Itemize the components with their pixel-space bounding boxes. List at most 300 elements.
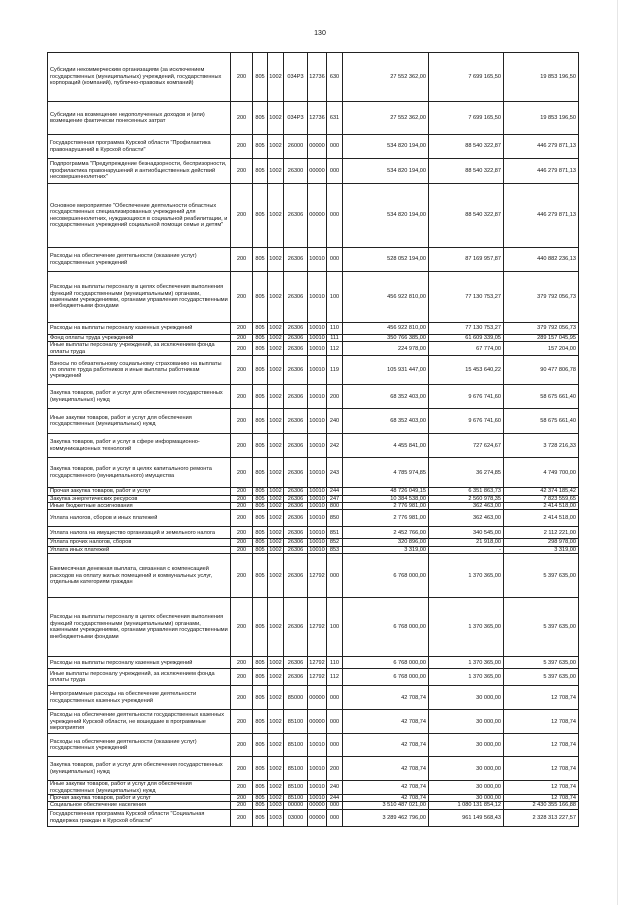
code-direction: 00000 xyxy=(308,686,327,710)
code-direction: 00000 xyxy=(308,184,327,248)
code-admin: 200 xyxy=(231,710,253,734)
table-row xyxy=(48,323,579,335)
code-section: 1002 xyxy=(268,248,284,272)
code-program: 85100 xyxy=(284,795,308,802)
code-expense-type: 247 xyxy=(327,495,343,502)
code-admin: 200 xyxy=(231,809,253,826)
code-ministry: 805 xyxy=(253,527,268,539)
code-section: 1002 xyxy=(268,686,284,710)
amount-executed: 77 130 753,27 xyxy=(429,272,504,323)
code-ministry: 805 xyxy=(253,539,268,546)
code-ministry: 805 xyxy=(253,734,268,757)
table-row xyxy=(48,510,579,527)
row-name: Государственная программа Курской области "Социальная поддержка граждан в Курской области" xyxy=(48,809,231,826)
code-direction: 10010 xyxy=(308,385,327,409)
code-section: 1002 xyxy=(268,135,284,159)
table-row xyxy=(48,527,579,539)
amount-executed: 2 560 978,35 xyxy=(429,495,504,502)
table-row xyxy=(48,710,579,734)
amount-approved: 3 289 462 796,00 xyxy=(343,809,429,826)
amount-approved: 42 708,74 xyxy=(343,686,429,710)
amount-remaining: 12 708,74 xyxy=(504,734,579,757)
code-expense-type: 243 xyxy=(327,458,343,488)
code-direction: 12792 xyxy=(308,669,327,686)
code-section: 1002 xyxy=(269,503,282,510)
amount-approved: 456 922 810,00 xyxy=(343,323,429,335)
amount-approved: 6 768 000,00 xyxy=(343,598,429,657)
code-ministry: 805 xyxy=(253,488,268,495)
page-fold-line xyxy=(617,0,618,905)
code-section: 1002 xyxy=(268,342,284,356)
row-name: Закупка энергетических ресурсов xyxy=(48,495,231,502)
code-direction: 10010 xyxy=(308,272,327,323)
amount-remaining: 19 853 196,50 xyxy=(504,53,579,102)
amount-remaining: 2 328 313 227,57 xyxy=(504,809,579,826)
amount-remaining: 12 708,74 xyxy=(504,781,579,795)
amount-executed: 9 676 741,60 xyxy=(429,385,504,409)
code-expense-type: 000 xyxy=(327,802,343,809)
amount-approved: 27 552 362,00 xyxy=(343,102,429,135)
code-admin: 200 xyxy=(231,734,253,757)
code-direction: 10010 xyxy=(308,248,327,272)
row-name: Закупка товаров, работ и услуг в целях капитального ремонта государственного (муниципального) имущества xyxy=(48,458,231,488)
code-direction: 12792 xyxy=(308,554,327,598)
amount-remaining: 58 675 661,40 xyxy=(504,385,579,409)
code-expense-type: 000 xyxy=(327,734,343,757)
row-name: Субсидии на возмещение недополученных доходов и (или) возмещение фактически понесенных затрат xyxy=(48,102,231,135)
code-ministry: 805 xyxy=(253,795,268,802)
code-admin: 200 xyxy=(231,503,253,510)
row-name: Иные выплаты персоналу учреждений, за исключением фонда оплаты труда xyxy=(48,669,231,686)
amount-approved: 3 510 487 021,00 xyxy=(343,802,429,809)
row-name: Непрограммные расходы на обеспечение деятельности государственных казенных учреждений xyxy=(48,686,231,710)
page-number: 130 xyxy=(314,30,326,37)
code-expense-type: 852 xyxy=(327,539,343,546)
code-direction: 10010 xyxy=(308,781,327,795)
table-row xyxy=(48,734,579,757)
code-ministry: 805 xyxy=(253,495,268,502)
code-ministry: 805 xyxy=(253,53,268,102)
row-name: Взносы по обязательному социальному страхованию на выплаты по оплате труда работников и иные выплаты работникам учреждений xyxy=(48,356,231,385)
table-row xyxy=(48,495,579,502)
code-direction: 12736 xyxy=(308,102,327,135)
code-admin: 200 xyxy=(231,657,253,669)
table-row xyxy=(48,409,579,434)
row-name: Уплата иных платежей xyxy=(48,546,231,553)
amount-approved: 528 052 194,00 xyxy=(343,248,429,272)
code-ministry: 805 xyxy=(253,409,268,434)
code-section: 1002 xyxy=(268,734,284,757)
code-direction: 10010 xyxy=(308,458,327,488)
row-name: Расходы на выплаты персоналу казенных учреждений xyxy=(48,657,231,669)
row-name: Иные закупки товаров, работ и услуг для обеспечения государственных (муниципальных) нужд xyxy=(48,781,231,795)
amount-remaining: 3 319,00 xyxy=(504,546,579,553)
amount-approved: 534 820 194,00 xyxy=(343,159,429,184)
code-program: 26306 xyxy=(284,434,308,458)
code-expense-type: 240 xyxy=(327,781,343,795)
code-direction: 10010 xyxy=(308,757,327,781)
code-admin: 200 xyxy=(231,342,253,356)
code-program: 26300 xyxy=(284,159,308,184)
table-row xyxy=(48,272,579,323)
amount-executed: 88 540 322,87 xyxy=(429,159,504,184)
row-name: Расходы на обеспечение деятельности (оказание услуг) государственных учреждений xyxy=(48,734,231,757)
amount-remaining: 298 978,00 xyxy=(504,539,579,546)
amount-executed: 30 000,00 xyxy=(429,734,504,757)
row-name: Основное мероприятие "Обеспечение деятельности областных государственных специализированных учреждений для несовершеннолетних, нуждающихся в социальной реабилитации, и государственных учреждений социальной помощи семье и детям" xyxy=(48,184,231,248)
row-name: Подпрограмма "Предупреждение безнадзорности, беспризорности, профилактика правонарушений и антиобщественных действий несовершеннолетних" xyxy=(48,159,231,184)
row-name: Иные закупки товаров, работ и услуг для обеспечения государственных (муниципальных) нужд xyxy=(48,409,231,434)
amount-approved: 6 768 000,00 xyxy=(343,554,429,598)
code-admin: 200 xyxy=(231,781,253,795)
amount-executed: - xyxy=(429,546,504,553)
code-admin: 200 xyxy=(231,495,253,502)
amount-remaining: 440 882 236,13 xyxy=(504,248,579,272)
amount-remaining: 446 279 871,13 xyxy=(504,135,579,159)
code-expense-type: 630 xyxy=(327,53,343,102)
row-name: Расходы на выплаты персоналу казенных учреждений xyxy=(48,323,231,335)
amount-executed: 77 130 753,27 xyxy=(429,323,504,335)
code-direction: 12736 xyxy=(308,53,327,102)
code-admin: 200 xyxy=(231,527,253,539)
code-section: 1002 xyxy=(268,781,284,795)
row-name: Государственная программа Курской области "Профилактика правонарушений в Курской области" xyxy=(48,135,231,159)
code-program: 26306 xyxy=(284,248,308,272)
code-admin: 200 xyxy=(231,598,253,657)
amount-executed: 30 000,00 xyxy=(429,757,504,781)
table-row xyxy=(48,434,579,458)
amount-remaining: 2 112 221,00 xyxy=(504,527,579,539)
code-admin: 200 xyxy=(231,488,253,495)
amount-remaining: 12 708,74 xyxy=(504,795,579,802)
code-ministry: 805 xyxy=(253,546,268,553)
table-row xyxy=(48,159,579,184)
code-section: 1002 xyxy=(268,669,284,686)
row-name: Уплата налога на имущество организаций и земельного налога xyxy=(48,527,231,539)
code-program: 85100 xyxy=(284,734,308,757)
code-admin: 200 xyxy=(231,272,253,323)
amount-executed: 1 370 365,00 xyxy=(429,554,504,598)
code-ministry: 805 xyxy=(253,710,268,734)
code-section: 1002 xyxy=(268,184,284,248)
code-section: 1002 xyxy=(268,323,284,335)
amount-executed: 1 370 365,00 xyxy=(429,657,504,669)
code-program: 03000 xyxy=(284,809,308,826)
amount-remaining: 2 414 518,00 xyxy=(504,503,579,510)
code-admin: 200 xyxy=(231,757,253,781)
code-section: 1002 xyxy=(268,598,284,657)
code-admin: 200 xyxy=(231,184,253,248)
code-section: 1003 xyxy=(268,809,284,826)
code-ministry: 805 xyxy=(253,657,268,669)
code-section: 1003 xyxy=(269,802,282,809)
table-row xyxy=(48,546,579,553)
amount-approved: 105 931 447,00 xyxy=(343,356,429,385)
code-direction: 10010 xyxy=(308,323,327,335)
code-direction: 00000 xyxy=(308,159,327,184)
amount-executed: 362 463,00 xyxy=(429,503,504,510)
table-row xyxy=(48,342,579,356)
code-ministry: 805 xyxy=(253,503,268,510)
code-admin: 200 xyxy=(231,53,253,102)
amount-approved: 68 352 403,00 xyxy=(343,409,429,434)
code-section: 1002 xyxy=(268,159,284,184)
code-section: 1002 xyxy=(268,272,284,323)
amount-approved: 42 708,74 xyxy=(343,734,429,757)
code-expense-type: 000 xyxy=(327,159,343,184)
amount-executed: 30 000,00 xyxy=(429,781,504,795)
code-program: 26306 xyxy=(284,495,308,502)
code-expense-type: 110 xyxy=(327,657,343,669)
code-expense-type: 119 xyxy=(327,356,343,385)
code-section: 1002 xyxy=(268,554,284,598)
amount-remaining: 12 708,74 xyxy=(504,757,579,781)
row-name: Закупка товаров, работ и услуг в сфере информационно-коммуникационных технологий xyxy=(48,434,231,458)
amount-remaining: 379 792 056,73 xyxy=(504,323,579,335)
code-expense-type: 110 xyxy=(327,323,343,335)
code-expense-type: 200 xyxy=(327,385,343,409)
code-expense-type: 100 xyxy=(327,272,343,323)
code-section: 1002 xyxy=(269,495,282,502)
amount-executed: 9 676 741,60 xyxy=(429,409,504,434)
code-admin: 200 xyxy=(231,356,253,385)
amount-remaining: 2 414 518,00 xyxy=(504,510,579,527)
code-program: 26306 xyxy=(284,657,308,669)
code-program: 26306 xyxy=(284,342,308,356)
table-row xyxy=(48,102,579,135)
amount-executed: 61 609 339,05 xyxy=(429,335,504,342)
amount-executed: 87 169 957,87 xyxy=(429,248,504,272)
code-program: 85000 xyxy=(284,686,308,710)
amount-executed: 15 453 640,22 xyxy=(429,356,504,385)
code-ministry: 805 xyxy=(253,248,268,272)
code-ministry: 805 xyxy=(253,342,268,356)
amount-remaining: 5 397 635,00 xyxy=(504,598,579,657)
table-row xyxy=(48,781,579,795)
code-admin: 200 xyxy=(231,102,253,135)
amount-remaining: 446 279 871,13 xyxy=(504,159,579,184)
code-program: 26306 xyxy=(284,409,308,434)
amount-executed: 1 370 365,00 xyxy=(429,598,504,657)
code-program: 26000 xyxy=(284,135,308,159)
amount-executed: 30 000,00 xyxy=(429,686,504,710)
code-section: 1002 xyxy=(268,757,284,781)
code-direction: 00000 xyxy=(308,710,327,734)
amount-remaining: 379 792 056,73 xyxy=(504,272,579,323)
code-section: 1002 xyxy=(269,546,282,553)
row-name: Иные бюджетные ассигнования xyxy=(48,503,231,510)
code-section: 1002 xyxy=(268,527,284,539)
code-direction: 10010 xyxy=(308,434,327,458)
amount-remaining: 19 853 196,50 xyxy=(504,102,579,135)
amount-approved: 10 384 538,00 xyxy=(343,495,429,502)
code-admin: 200 xyxy=(231,248,253,272)
code-direction: 00000 xyxy=(309,802,325,809)
code-expense-type: 242 xyxy=(327,434,343,458)
code-admin: 200 xyxy=(231,669,253,686)
budget-table xyxy=(47,52,579,827)
table-row xyxy=(48,795,579,802)
amount-executed: 88 540 322,87 xyxy=(429,135,504,159)
amount-executed: 1 080 131 854,12 xyxy=(429,802,504,809)
code-program: 26306 xyxy=(284,669,308,686)
amount-approved: 4 455 841,00 xyxy=(343,434,429,458)
amount-remaining: 4 749 700,00 xyxy=(504,458,579,488)
amount-remaining: 2 430 355 166,88 xyxy=(504,802,579,809)
code-admin: 200 xyxy=(231,409,253,434)
code-program: 26306 xyxy=(284,458,308,488)
amount-remaining: 5 397 635,00 xyxy=(504,554,579,598)
code-ministry: 805 xyxy=(253,184,268,248)
code-admin: 200 xyxy=(231,795,253,802)
code-program: 26306 xyxy=(284,184,308,248)
code-program: 26306 xyxy=(284,510,308,527)
amount-approved: 2 452 766,00 xyxy=(343,527,429,539)
code-expense-type: 000 xyxy=(327,710,343,734)
amount-remaining: 12 708,74 xyxy=(504,686,579,710)
code-program: 26306 xyxy=(284,323,308,335)
code-ministry: 805 xyxy=(253,757,268,781)
code-admin: 200 xyxy=(231,323,253,335)
code-admin: 200 xyxy=(231,546,253,553)
amount-executed: 6 351 863,73 xyxy=(429,488,504,495)
table-row xyxy=(48,598,579,657)
code-section: 1002 xyxy=(268,510,284,527)
code-admin: 200 xyxy=(231,159,253,184)
code-direction: 00000 xyxy=(308,135,327,159)
code-ministry: 805 xyxy=(253,159,268,184)
code-section: 1002 xyxy=(269,795,282,802)
amount-approved: 6 768 000,00 xyxy=(343,669,429,686)
code-admin: 200 xyxy=(231,458,253,488)
code-direction: 00000 xyxy=(308,809,327,826)
code-program: 26306 xyxy=(284,503,308,510)
code-section: 1002 xyxy=(269,539,282,546)
code-expense-type: 240 xyxy=(327,409,343,434)
code-expense-type: 631 xyxy=(327,102,343,135)
code-expense-type: 000 xyxy=(327,686,343,710)
code-section: 1002 xyxy=(269,488,282,495)
amount-approved: 68 352 403,00 xyxy=(343,385,429,409)
code-direction: 10010 xyxy=(309,495,325,502)
code-ministry: 805 xyxy=(253,802,268,809)
code-expense-type: 850 xyxy=(327,510,343,527)
code-program: 00000 xyxy=(284,802,308,809)
code-program: 85100 xyxy=(284,757,308,781)
code-program: 85100 xyxy=(284,710,308,734)
amount-executed: 961 149 568,43 xyxy=(429,809,504,826)
code-ministry: 805 xyxy=(253,458,268,488)
code-admin: 200 xyxy=(231,510,253,527)
code-direction: 10010 xyxy=(309,795,325,802)
code-section: 1002 xyxy=(268,409,284,434)
table-row xyxy=(48,135,579,159)
code-direction: 10010 xyxy=(308,409,327,434)
code-program: 26306 xyxy=(284,554,308,598)
code-admin: 200 xyxy=(231,135,253,159)
code-section: 1002 xyxy=(268,657,284,669)
code-admin: 200 xyxy=(231,802,253,809)
code-expense-type: 112 xyxy=(327,342,343,356)
row-name: Субсидии некоммерческим организациям (за исключением государственных (муниципальных) учреждений, государственных корпораций (компаний), публично-правовых компаний) xyxy=(48,53,231,102)
table-row xyxy=(48,757,579,781)
amount-executed: 88 540 322,87 xyxy=(429,184,504,248)
code-program: 26306 xyxy=(284,598,308,657)
code-direction: 10010 xyxy=(308,342,327,356)
code-program: 034Р3 xyxy=(284,102,308,135)
code-section: 1002 xyxy=(268,385,284,409)
code-expense-type: 244 xyxy=(327,488,343,495)
table-row xyxy=(48,669,579,686)
code-ministry: 805 xyxy=(253,598,268,657)
code-expense-type: 000 xyxy=(327,248,343,272)
code-admin: 200 xyxy=(231,335,253,342)
table-row xyxy=(48,488,579,495)
amount-remaining: 157 204,00 xyxy=(504,342,579,356)
code-expense-type: 111 xyxy=(327,335,343,342)
amount-executed: 7 699 165,50 xyxy=(429,53,504,102)
row-name: Прочая закупка товаров, работ и услуг xyxy=(48,795,231,802)
code-expense-type: 800 xyxy=(327,503,343,510)
code-program: 26306 xyxy=(284,272,308,323)
code-direction: 10010 xyxy=(308,510,327,527)
amount-approved: 2 776 981,00 xyxy=(343,510,429,527)
amount-executed: 1 370 365,00 xyxy=(429,669,504,686)
amount-executed: 36 274,85 xyxy=(429,458,504,488)
row-name: Расходы на выплаты персоналу в целях обеспечения выполнения функций государственными (муниципальными) органами, казенными учреждениями, органами управления государственными внебюджетными фондами xyxy=(48,598,231,657)
code-admin: 200 xyxy=(231,434,253,458)
code-program: 26306 xyxy=(284,539,308,546)
code-ministry: 805 xyxy=(253,781,268,795)
row-name: Закупка товаров, работ и услуг для обеспечения государственных (муниципальных) нужд xyxy=(48,757,231,781)
code-expense-type: 000 xyxy=(327,135,343,159)
code-direction: 12792 xyxy=(308,598,327,657)
row-name: Фонд оплаты труда учреждений xyxy=(48,335,231,342)
code-expense-type: 112 xyxy=(327,669,343,686)
code-direction: 10010 xyxy=(309,488,325,495)
code-direction: 10010 xyxy=(308,356,327,385)
table-row xyxy=(48,248,579,272)
row-name: Прочая закупка товаров, работ и услуг xyxy=(48,488,231,495)
amount-executed: 727 624,67 xyxy=(429,434,504,458)
amount-approved: 224 978,00 xyxy=(343,342,429,356)
amount-remaining: 42 374 185,42 xyxy=(504,488,579,495)
table-row xyxy=(48,809,579,826)
amount-approved: 42 708,74 xyxy=(343,710,429,734)
code-program: 26306 xyxy=(284,356,308,385)
row-name: Уплата прочих налогов, сборов xyxy=(48,539,231,546)
code-program: 034Р3 xyxy=(284,53,308,102)
code-section: 1002 xyxy=(269,335,282,341)
amount-approved: 350 766 385,00 xyxy=(343,335,429,342)
amount-approved: 48 726 049,15 xyxy=(343,488,429,495)
code-expense-type: 000 xyxy=(327,184,343,248)
code-ministry: 805 xyxy=(253,272,268,323)
code-program: 26306 xyxy=(284,488,308,495)
amount-approved: 6 768 000,00 xyxy=(343,657,429,669)
table-row xyxy=(48,539,579,546)
row-name: Социальное обеспечение населения xyxy=(48,802,231,809)
code-program: 26306 xyxy=(284,335,308,342)
code-ministry: 805 xyxy=(253,669,268,686)
code-expense-type: 853 xyxy=(327,546,343,553)
amount-executed: 30 000,00 xyxy=(429,795,504,802)
amount-remaining: 5 397 635,00 xyxy=(504,657,579,669)
code-section: 1002 xyxy=(268,458,284,488)
table-row xyxy=(48,802,579,809)
code-admin: 200 xyxy=(231,385,253,409)
code-ministry: 805 xyxy=(253,135,268,159)
